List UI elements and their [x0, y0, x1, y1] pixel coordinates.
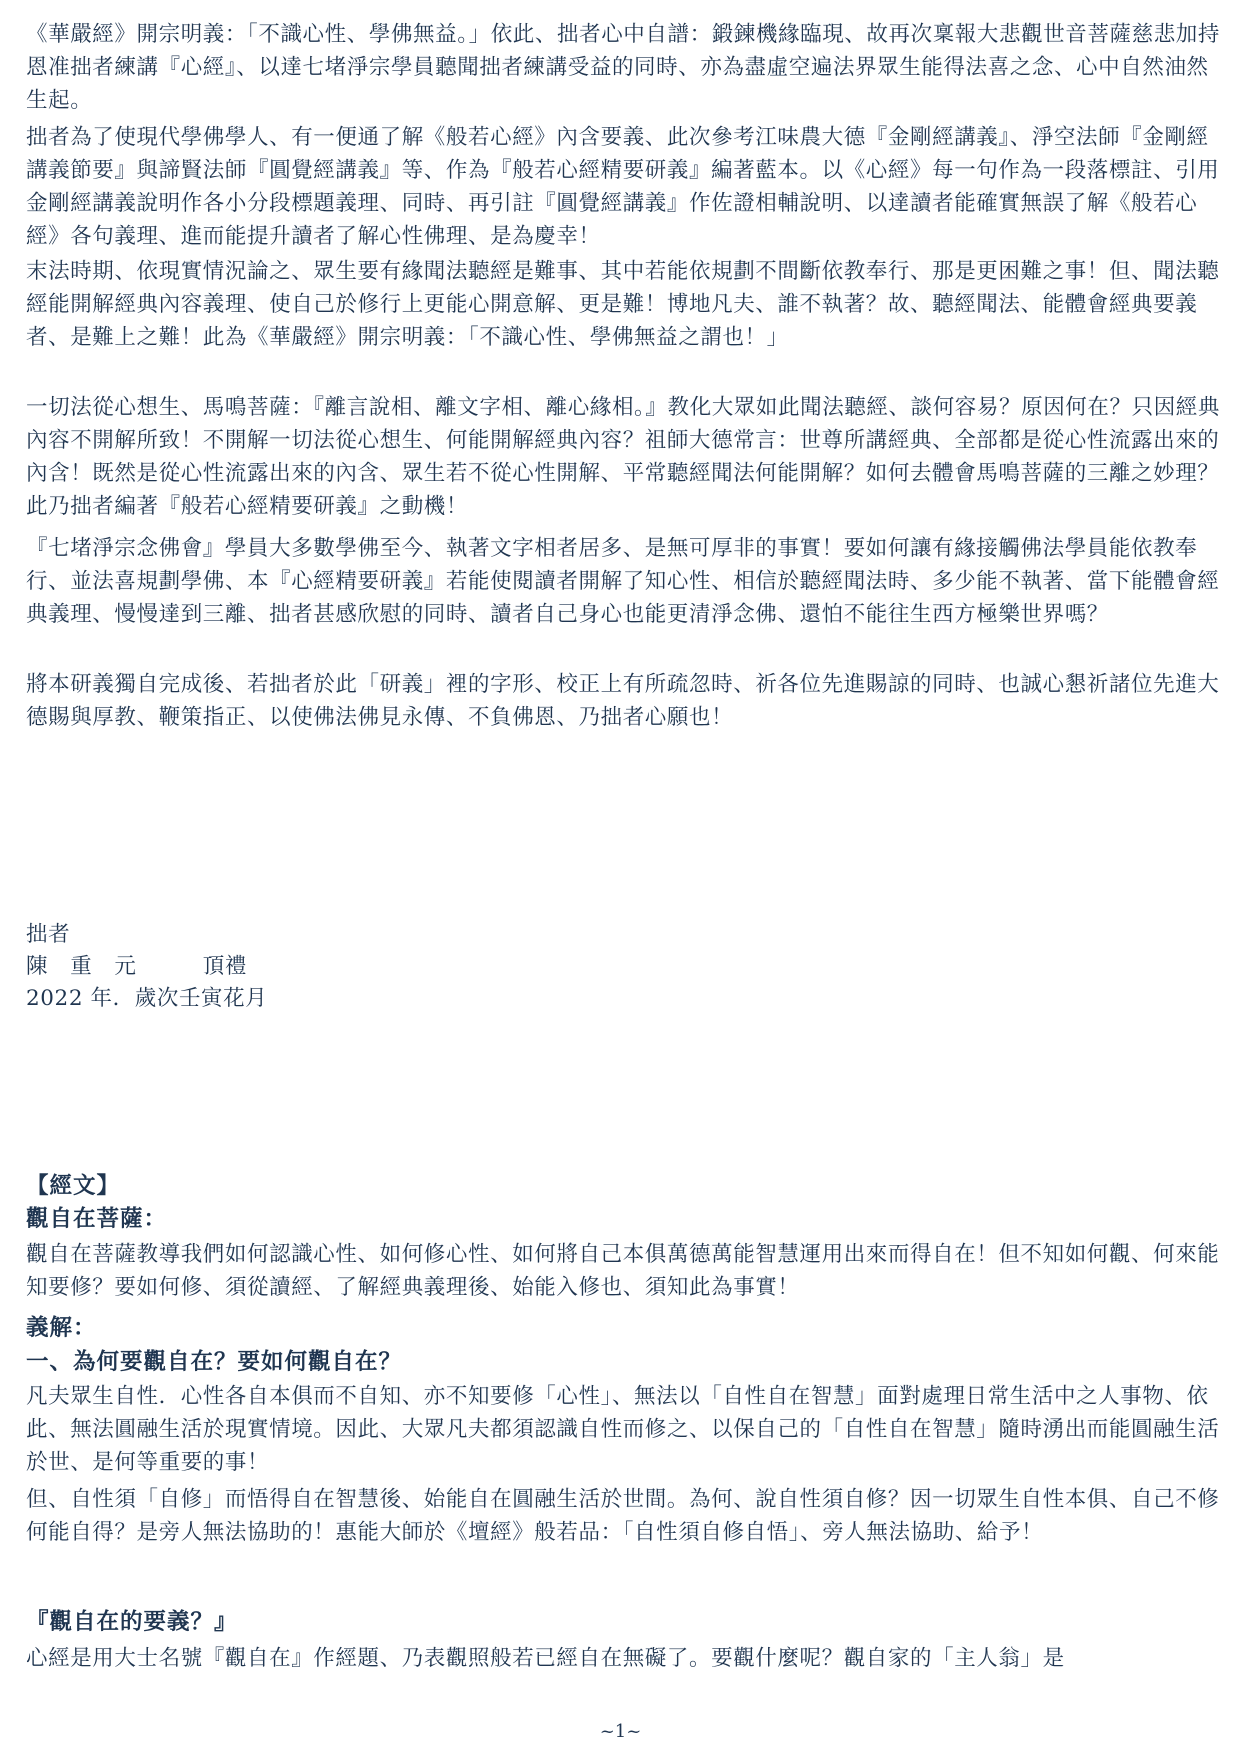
- signature-date: 2022 年．歲次壬寅花月: [26, 986, 268, 1011]
- signature-title: 拙者: [26, 922, 71, 947]
- scripture-label: 【經文】: [26, 1173, 121, 1199]
- section-1-paragraph-1: 凡夫眾生自性．心性各自本俱而不自知、亦不知要修「心性」、無法以「自性自在智慧」面對處理日常生活中之人事物、依此、無法圓融生活於現實情境。因此、大眾凡夫都須認識自性而修之、以保自己的「自性自在智慧」隨時湧出而能圓融生活於世、是何等重要的事！: [26, 1384, 1220, 1475]
- section-2-title: 『觀自在的要義？』: [26, 1609, 238, 1635]
- intro-paragraph-2: 拙者為了使現代學佛學人、有一便通了解《般若心經》內含要義、此次參考江味農大德『金剛經講義』、淨空法師『金剛經講義節要』與諦賢法師『圓覺經講義』等、作為『般若心經精要研義』編著藍本。以《心經》每一句作為一段落標註、引用金剛經講義說明作各小分段標題義理、同時、再引註『圓覺經講義』作佐證相輔說明、以達讀者能確實無誤了解《般若心經》各句義理、進而能提升讀者了解心性佛理、是為慶幸！: [26, 125, 1220, 249]
- intro-paragraph-5: 『七堵淨宗念佛會』學員大多數學佛至今、執著文字相者居多、是無可厚非的事實！要如何讓有緣接觸佛法學員能依教奉行、並法喜規劃學佛、本『心經精要研義』若能使閱讀者開解了知心性、相信於聽經聞法時、多少能不執著、當下能體會經典義理、慢慢達到三離、拙者甚感欣慰的同時、讀者自己身心也能更清淨念佛、還怕不能往生西方極樂世界嗎？: [26, 536, 1220, 627]
- intro-paragraph-3: 末法時期、依現實情況論之、眾生要有緣聞法聽經是難事、其中若能依規劃不間斷依教奉行、那是更困難之事！但、聞法聽經能開解經典內容義理、使自己於修行上更能心開意解、更是難！博地凡夫、誰不執著？故、聽經聞法、能體會經典要義者、是難上之難！此為《華嚴經》開宗明義：「不識心性、學佛無益之謂也！」: [26, 259, 1220, 350]
- section-2-paragraph-1: 心經是用大士名號『觀自在』作經題、乃表觀照般若已經自在無礙了。要觀什麼呢？觀自家的「主人翁」是: [26, 1646, 1065, 1671]
- intro-paragraph-4: 一切法從心想生、馬鳴菩薩：『離言說相、離文字相、離心緣相。』教化大眾如此聞法聽經、談何容易？原因何在？只因經典內容不開解所致！不開解一切法從心想生、何能開解經典內容？祖師大德常言：世尊所講經典、全部都是從心性流露出來的內含！既然是從心性流露出來的內含、眾生若不從心性開解、平常聽經聞法何能開解？如何去體會馬鳴菩薩的三離之妙理？此乃拙者編著『般若心經精要研義』之動機！: [26, 395, 1221, 519]
- intro-paragraph-1: 《華嚴經》開宗明義：「不識心性、學佛無益。」依此、拙者心中自譜：鍛鍊機緣臨現、故再次稟報大悲觀世音菩薩慈悲加持恩准拙者練講『心經』、以達七堵淨宗學員聽聞拙者練講受益的同時、亦為盡虛空遍法界眾生能得法喜之念、心中自然油然生起。: [26, 22, 1221, 113]
- page-number: ~1~: [599, 1721, 642, 1742]
- explanation-label: 義解：: [26, 1315, 97, 1341]
- section-1-paragraph-2: 但、自性須「自修」而悟得自在智慧後、始能自在圓融生活於世間。為何、說自性須自修？因一切眾生自性本俱、自己不修何能自得？是旁人無法協助的！惠能大師於《壇經》般若品：「自性須自修自悟」、旁人無法協助、給予！: [26, 1487, 1220, 1545]
- verse-title: 觀自在菩薩：: [26, 1206, 168, 1232]
- section-1-title: 一、為何要觀自在？要如何觀自在？: [26, 1349, 403, 1375]
- verse-text: 觀自在菩薩教導我們如何認識心性、如何修心性、如何將自己本俱萬德萬能智慧運用出來而得自在！但不知如何觀、何來能知要修？要如何修、須從讀經、了解經典義理後、始能入修也、須知此為事實！: [26, 1242, 1220, 1300]
- signature-author: 陳 重 元 頂禮: [26, 954, 248, 979]
- intro-paragraph-6: 將本研義獨自完成後、若拙者於此「研義」裡的字形、校正上有所疏忽時、祈各位先進賜諒的同時、也誠心懇祈諸位先進大德賜與厚教、鞭策指正、以使佛法佛見永傳、不負佛恩、乃拙者心願也！: [26, 672, 1220, 730]
